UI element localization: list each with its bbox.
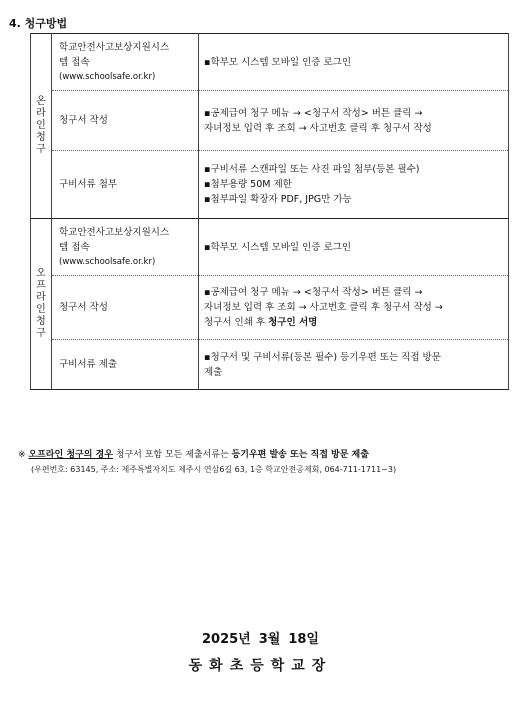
table-row [31,340,509,390]
row-value: ▪공제급여 청구 메뉴 → <청구서 작성> 버튼 클릭 → 자녀정보 입력 후 조회 → 사고번호 클릭 후 청구서 작성 [199,91,509,151]
row-value: ▪학부모 시스템 모바일 인증 로그인 [199,34,509,91]
row-value: ▪청구서 및 구비서류(등본 필수) 등기우편 또는 직접 방문 제출 [199,340,509,390]
row-value: ▪구비서류 스캔파일 또는 사진 파일 첨부(등본 필수) ▪첨부용량 50M 제한 ▪첨부파일 확장자 PDF, JPG만 가능 [199,151,509,219]
row-label: 학교안전사고보상지원시스 템 접속 (www.schoolsafe.or.kr) [52,34,199,91]
row-label: 학교안전사고보상지원시스 템 접속 (www.schoolsafe.or.kr) [52,219,199,276]
row-label: 구비서류 첨부 [52,151,199,219]
row-label: 청구서 작성 [52,91,199,151]
table-row [31,276,509,340]
section-title: 4. 청구방법 [9,17,68,30]
claim-method-table [30,33,509,390]
offline-claim-note: ※ 오프라인 청구의 경우 청구서 포함 모든 제출서류는 등기우편 발송 또는 직접 방문 제출 [18,450,369,460]
document-date: 2025년 3월 18일 [201,632,319,647]
online-claim-group-label: 온 라 인 청 구 [31,34,52,219]
table-row [31,219,509,276]
table-row [31,91,509,151]
submission-address: (우편번호: 63145, 주소: 제주특별자치도 제주시 연삼6길 63, 1층 학교안전공제회, 064-711-1711~3) [31,465,397,474]
row-value: ▪학부모 시스템 모바일 인증 로그인 [199,219,509,276]
row-label: 청구서 작성 [52,276,199,340]
table-row [31,151,509,219]
issuer-name: 동화초등학교장 [188,658,333,674]
row-value: ▪공제급여 청구 메뉴 → <청구서 작성> 버튼 클릭 → 자녀정보 입력 후 조회 → 사고번호 클릭 후 청구서 작성 → 청구서 인쇄 후 청구인 서명 [199,276,509,340]
row-label: 구비서류 제출 [52,340,199,390]
table-row [31,34,509,91]
offline-claim-group-label: 오 프 라 인 청 구 [31,219,52,390]
